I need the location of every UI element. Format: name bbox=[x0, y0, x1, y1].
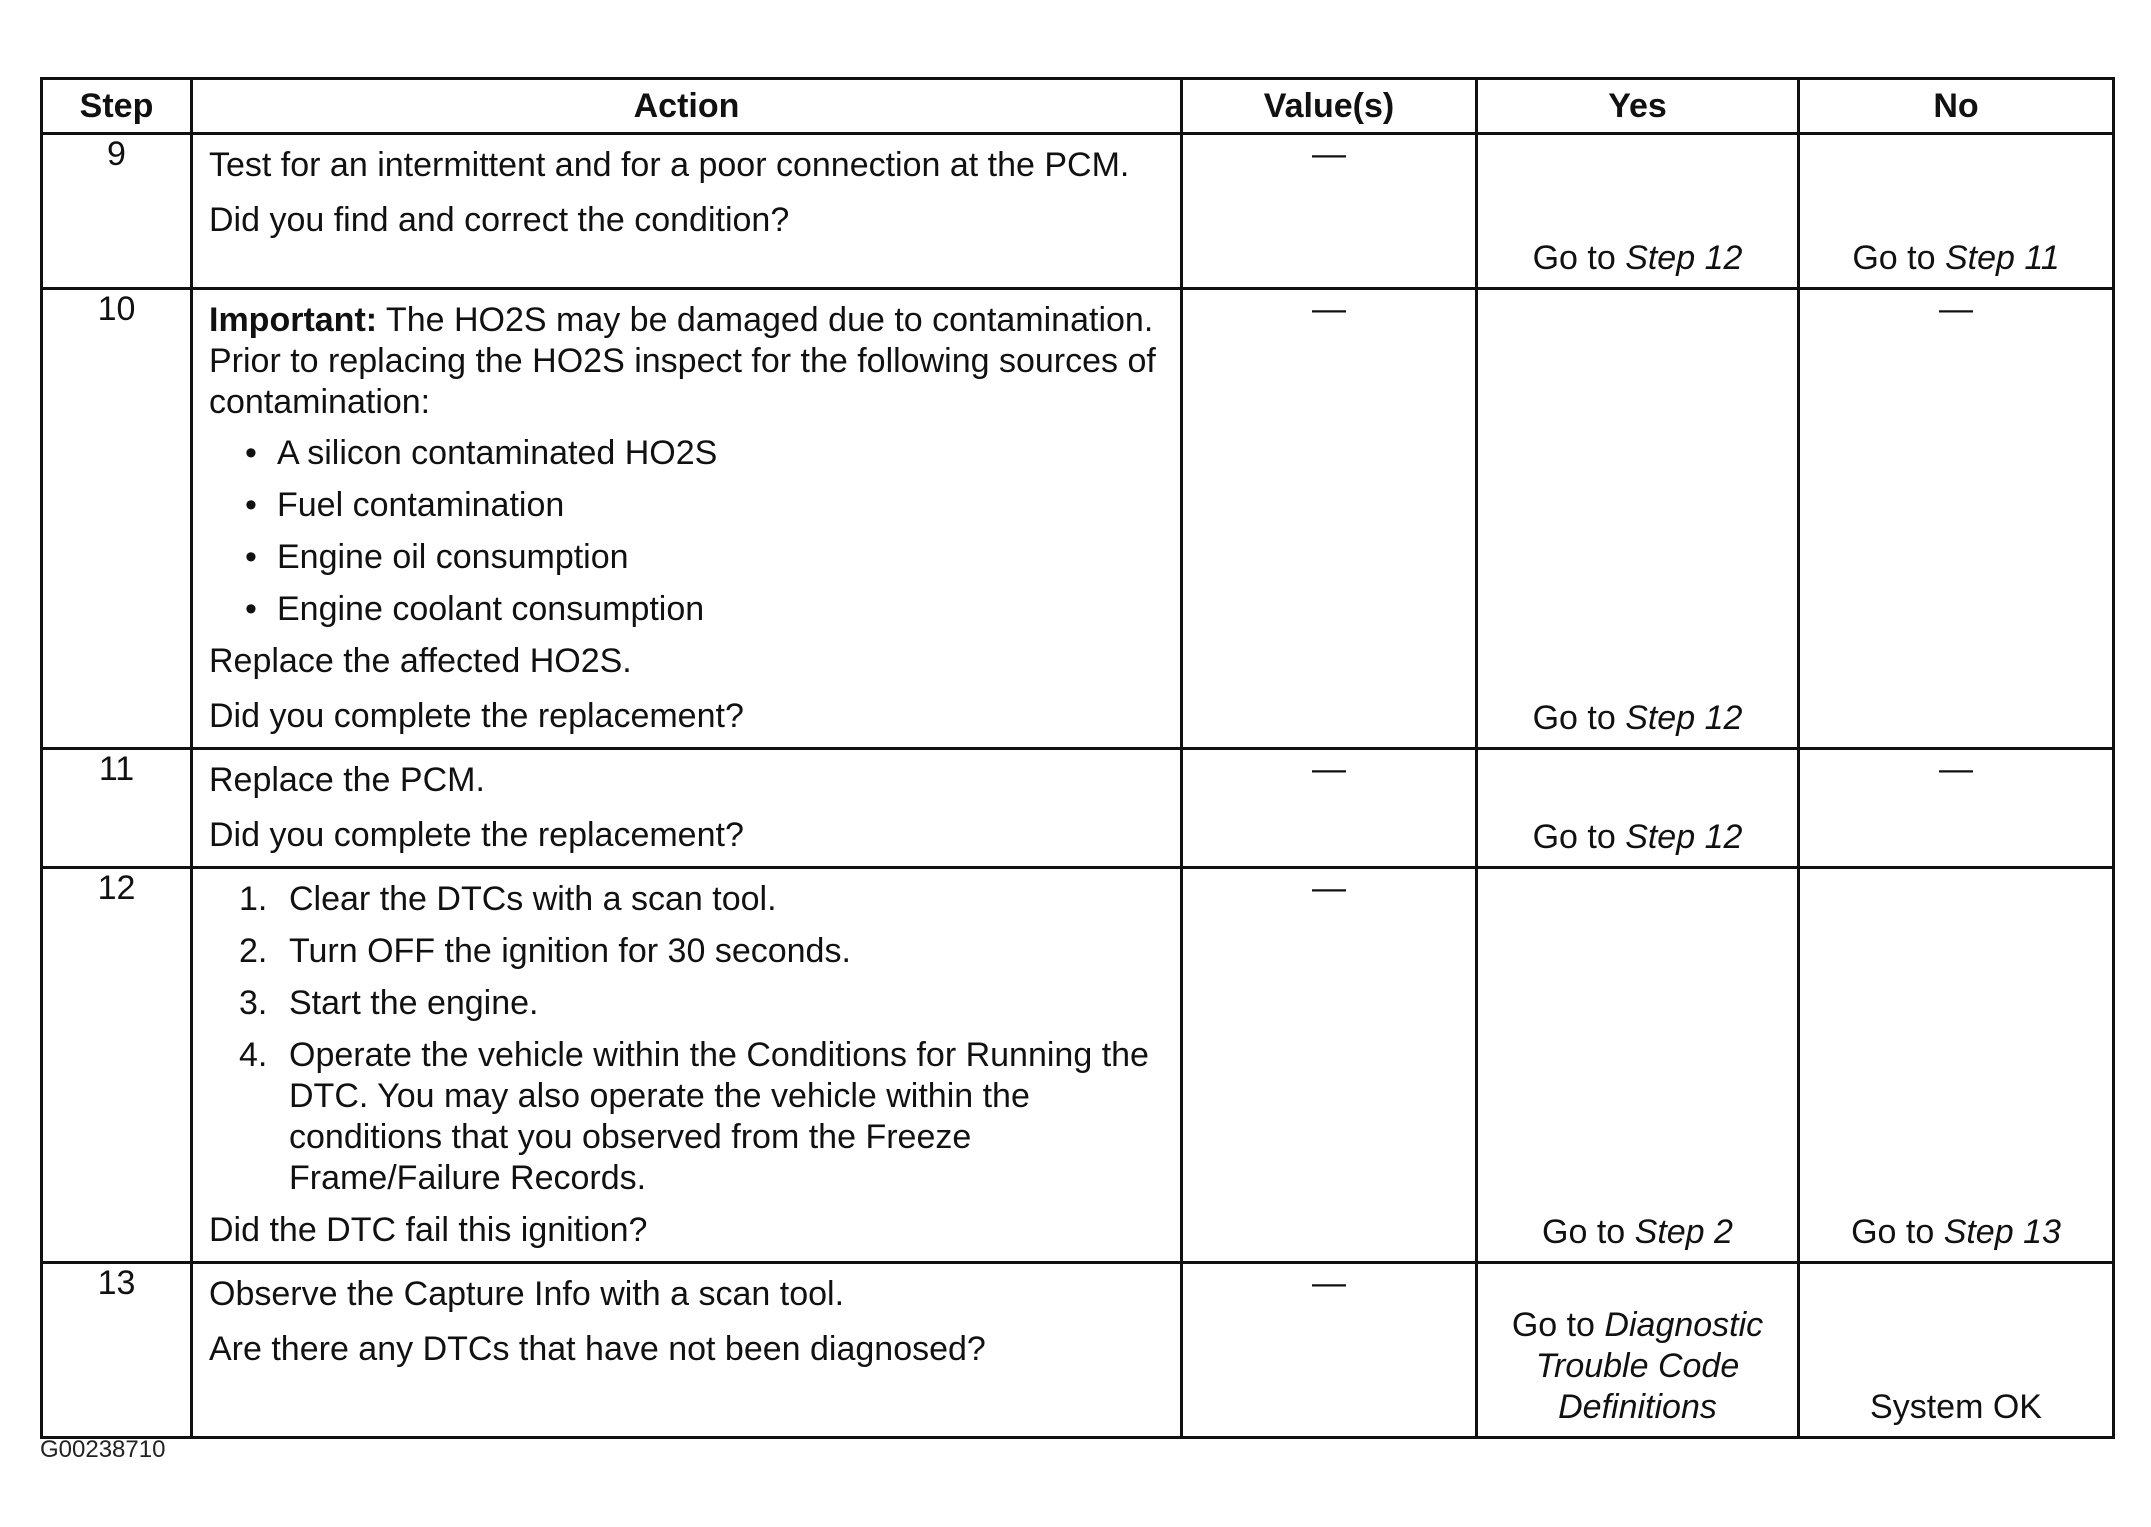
yes-prefix: Go to bbox=[1542, 1213, 1635, 1251]
step-number: 12 bbox=[42, 868, 192, 1263]
item-number: 3. bbox=[239, 984, 268, 1022]
no-link: Step 11 bbox=[1944, 239, 2060, 277]
yes-prefix: Go to bbox=[1511, 1306, 1605, 1344]
action-text: Replace the PCM. bbox=[209, 761, 485, 799]
table-row bbox=[42, 1263, 2114, 1438]
list-item bbox=[239, 1035, 1164, 1199]
list-item: • A silicon contaminated HO2S bbox=[245, 433, 1164, 474]
header-no: No bbox=[1799, 79, 2114, 134]
yes-link: Step 12 bbox=[1625, 699, 1743, 737]
important-label: Important: bbox=[209, 301, 378, 339]
action-cell bbox=[192, 749, 1182, 868]
item-number: 2. bbox=[239, 932, 268, 970]
values-cell: — bbox=[1182, 868, 1477, 1263]
no-link: Step 13 bbox=[1943, 1213, 2061, 1251]
table-row bbox=[42, 749, 2114, 868]
action-question: Did you complete the replacement? bbox=[209, 816, 744, 854]
list-item bbox=[239, 879, 1164, 920]
action-question: Did you complete the replacement? bbox=[209, 697, 744, 735]
action-cell bbox=[192, 134, 1182, 289]
header-step: Step bbox=[42, 79, 192, 134]
header-values: Value(s) bbox=[1182, 79, 1477, 134]
important-text: The HO2S may be damaged due to contamination. Prior to replacing the HO2S inspect for the following sources of contamination: bbox=[209, 301, 1156, 421]
table-row bbox=[42, 134, 2114, 289]
action-question: Did you find and correct the condition? bbox=[209, 201, 790, 239]
action-cell bbox=[192, 289, 1182, 749]
item-text: Turn OFF the ignition for 30 seconds. bbox=[289, 932, 851, 970]
item-text: Operate the vehicle within the Conditions for Running the DTC. You may also operate the vehicle within the conditions that you observed from the Freeze Frame/Failure Records. bbox=[289, 1036, 1149, 1197]
action-text: Observe the Capture Info with a scan tool. bbox=[209, 1275, 845, 1313]
header-action: Action bbox=[192, 79, 1182, 134]
no-prefix: Go to bbox=[1851, 1213, 1944, 1251]
list-item bbox=[239, 931, 1164, 972]
yes-prefix: Go to bbox=[1532, 239, 1626, 277]
action-question: Are there any DTCs that have not been diagnosed? bbox=[209, 1330, 986, 1368]
list-item: • Engine oil consumption bbox=[245, 537, 1164, 578]
yes-cell bbox=[1477, 134, 1799, 289]
yes-link: Step 12 bbox=[1625, 818, 1743, 856]
values-cell: — bbox=[1182, 134, 1477, 289]
step-number: 10 bbox=[42, 289, 192, 749]
list-item bbox=[239, 983, 1164, 1024]
table-row bbox=[42, 289, 2114, 749]
step-number: 13 bbox=[42, 1263, 192, 1438]
values-cell: — bbox=[1182, 749, 1477, 868]
item-number: 4. bbox=[239, 1036, 268, 1074]
values-cell: — bbox=[1182, 1263, 1477, 1438]
item-number: 1. bbox=[239, 880, 268, 918]
step-number: 11 bbox=[42, 749, 192, 868]
yes-link: Step 2 bbox=[1634, 1213, 1733, 1251]
values-cell: — bbox=[1182, 289, 1477, 749]
no-cell: — bbox=[1799, 289, 2114, 749]
no-cell: System OK bbox=[1799, 1263, 2114, 1438]
yes-link: Diagnostic Trouble Code Definitions bbox=[1535, 1306, 1764, 1426]
yes-link: Step 12 bbox=[1625, 239, 1743, 277]
header-row bbox=[42, 79, 2114, 134]
no-cell: — bbox=[1799, 749, 2114, 868]
step-number: 9 bbox=[42, 134, 192, 289]
list-item: • Fuel contamination bbox=[245, 485, 1164, 526]
list-item: • Engine coolant consumption bbox=[245, 589, 1164, 630]
contamination-list bbox=[209, 433, 1164, 630]
yes-cell bbox=[1477, 289, 1799, 749]
header-yes: Yes bbox=[1477, 79, 1799, 134]
yes-cell bbox=[1477, 1263, 1799, 1438]
no-prefix: Go to bbox=[1852, 239, 1945, 277]
diagnostic-table bbox=[40, 77, 2115, 1439]
figure-code: G00238710 bbox=[40, 1436, 166, 1463]
action-text: Test for an intermittent and for a poor connection at the PCM. bbox=[209, 146, 1130, 184]
yes-cell bbox=[1477, 749, 1799, 868]
item-text: Clear the DTCs with a scan tool. bbox=[289, 880, 777, 918]
yes-prefix: Go to bbox=[1532, 699, 1626, 737]
yes-cell bbox=[1477, 868, 1799, 1263]
procedure-list bbox=[209, 879, 1164, 1199]
item-text: Start the engine. bbox=[289, 984, 539, 1022]
important-note bbox=[209, 300, 1164, 423]
no-cell bbox=[1799, 868, 2114, 1263]
action-cell bbox=[192, 1263, 1182, 1438]
action-text: Replace the affected HO2S. bbox=[209, 642, 632, 680]
table-row bbox=[42, 868, 2114, 1263]
no-cell bbox=[1799, 134, 2114, 289]
action-question: Did the DTC fail this ignition? bbox=[209, 1211, 648, 1249]
action-cell bbox=[192, 868, 1182, 1263]
yes-prefix: Go to bbox=[1532, 818, 1626, 856]
